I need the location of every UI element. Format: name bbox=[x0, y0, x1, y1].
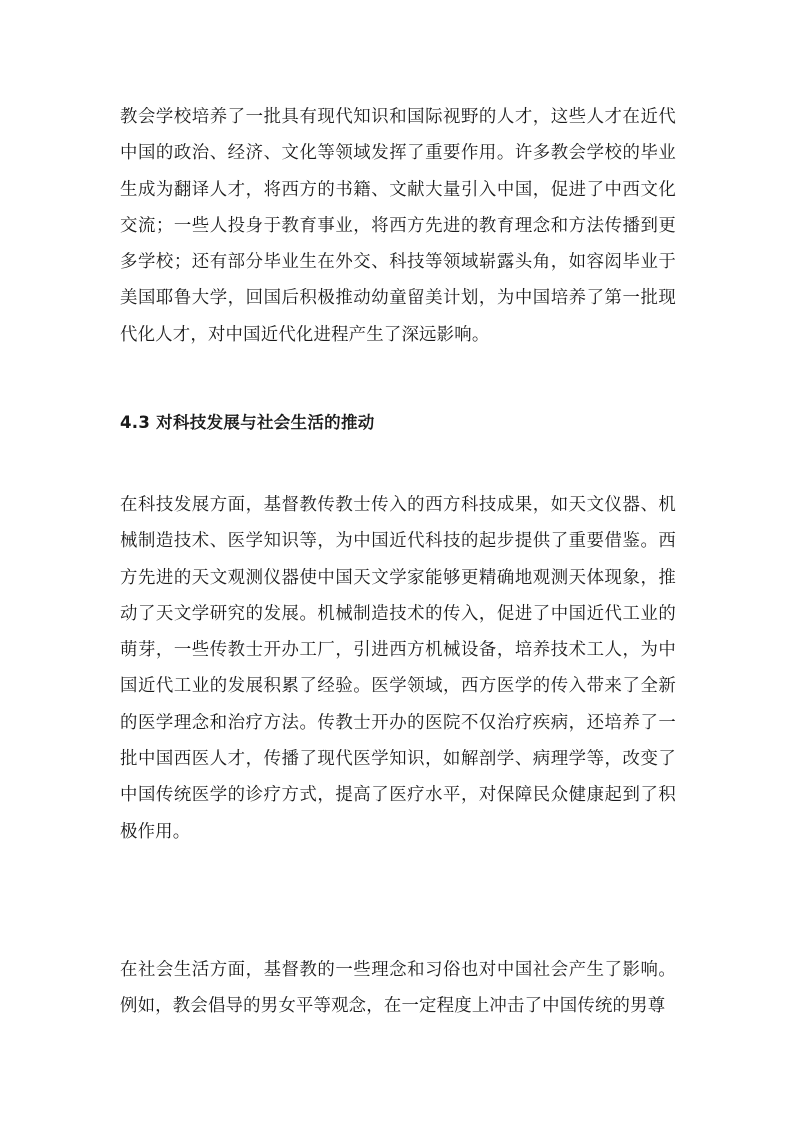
paragraph-church-schools: 教会学校培养了一批具有现代知识和国际视野的人才，这些人才在近代中国的政治、经济、文化等领域发挥了重要作用。许多教会学校的毕业生成为翻译人才，将西方的书籍、文献大量引入中国，促进了中西文化交流；一些人投身于教育事业，将西方先进的教育理念和方法传播到更多学校；还有部分毕业生在外交、科技等领域崭露头角，如容闳毕业于美国耶鲁大学，回国后积极推动幼童留美计划，为中国培养了第一批现代化人才，对中国近代化进程产生了深远影响。 bbox=[120, 107, 676, 345]
paragraph-science-technology: 在科技发展方面，基督教传教士传入的西方科技成果，如天文仪器、机械制造技术、医学知识等，为中国近代科技的起步提供了重要借鉴。西方先进的天文观测仪器使中国天文学家能够更精确地观测天体现象，推动了天文学研究的发展。机械制造技术的传入，促进了中国近代工业的萌芽，一些传教士开办工厂，引进西方机械设备，培养技术工人，为中国近代工业的发展积累了经验。医学领域，西方医学的传入带来了全新的医学理念和治疗方法。传教士开办的医院不仅治疗疾病，还培养了一批中国西医人才，传播了现代医学知识，如解剖学、病理学等，改变了中国传统医学的诊疗方式，提高了医疗水平，对保障民众健康起到了积极作用。 bbox=[120, 495, 676, 842]
paragraph-social-life: 在社会生活方面，基督教的一些理念和习俗也对中国社会产生了影响。例如，教会倡导的男女平等观念，在一定程度上冲击了中国传统的男尊 bbox=[120, 960, 676, 1017]
section-heading: 4.3 对科技发展与社会生活的推动 bbox=[120, 413, 375, 432]
